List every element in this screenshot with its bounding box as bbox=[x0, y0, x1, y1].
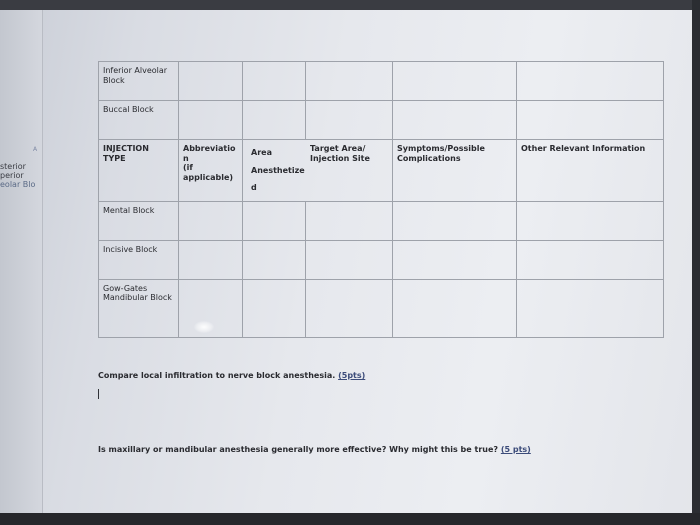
document-page[interactable] bbox=[42, 20, 692, 513]
table-row bbox=[99, 201, 664, 240]
table-cell[interactable] bbox=[517, 62, 664, 101]
table-cell[interactable] bbox=[179, 101, 243, 140]
row-label-buccal[interactable]: Buccal Block bbox=[99, 101, 179, 140]
header-target-site: Target Area/ Injection Site bbox=[310, 144, 370, 163]
header-abbreviation-line: (if bbox=[183, 163, 193, 172]
table-cell[interactable] bbox=[517, 240, 664, 279]
injection-table bbox=[98, 61, 664, 338]
table-cell[interactable] bbox=[179, 62, 243, 101]
header-area-line: d bbox=[251, 183, 257, 192]
screen-glare bbox=[194, 321, 214, 333]
table-cell[interactable] bbox=[517, 101, 664, 140]
table-row bbox=[99, 240, 664, 279]
row-label-incisive[interactable]: Incisive Block bbox=[99, 240, 179, 279]
question-2[interactable] bbox=[98, 445, 531, 454]
adjacent-window-text bbox=[0, 162, 35, 189]
header-abbreviation-line: applicable) bbox=[183, 172, 234, 182]
adjacent-line: eolar Blo bbox=[0, 180, 36, 189]
header-area-target-cell bbox=[243, 140, 393, 202]
question-1[interactable] bbox=[98, 371, 365, 380]
row-label-inferior-alveolar[interactable]: Inferior Alveolar Block bbox=[99, 62, 179, 101]
header-other-info: Other Relevant Information bbox=[517, 140, 664, 202]
header-abbreviation bbox=[179, 140, 243, 202]
table-cell[interactable] bbox=[243, 279, 306, 337]
table-header-row bbox=[99, 140, 664, 202]
header-abbreviation-line: n bbox=[183, 153, 189, 163]
table-cell[interactable] bbox=[393, 101, 517, 140]
question-2-text: Is maxillary or mandibular anesthesia generally more effective? Why might this be true? bbox=[98, 445, 499, 454]
monitor-bezel-top bbox=[0, 0, 700, 10]
question-1-text: Compare local infiltration to nerve block anesthesia. bbox=[98, 371, 336, 380]
text-cursor bbox=[98, 389, 99, 399]
row-label-gow-gates[interactable]: Gow-Gates Mandibular Block bbox=[99, 279, 179, 337]
table-row bbox=[99, 62, 664, 101]
table-cell[interactable] bbox=[306, 101, 393, 140]
table-cell[interactable] bbox=[393, 240, 517, 279]
adjacent-window-strip bbox=[0, 10, 43, 513]
table-cell[interactable] bbox=[306, 62, 393, 101]
table-cell[interactable] bbox=[393, 279, 517, 337]
table-cell[interactable] bbox=[179, 240, 243, 279]
monitor-bezel-bottom bbox=[0, 513, 700, 525]
monitor-bezel-right bbox=[692, 0, 700, 525]
adjacent-window-marker: A bbox=[33, 146, 38, 153]
table-cell[interactable] bbox=[306, 279, 393, 337]
table-cell[interactable] bbox=[393, 62, 517, 101]
table-cell[interactable] bbox=[306, 240, 393, 279]
table-cell[interactable] bbox=[243, 101, 306, 140]
header-area-line: Anesthetize bbox=[251, 165, 305, 175]
question-2-points: (5 pts) bbox=[500, 445, 531, 454]
table-cell[interactable] bbox=[393, 201, 517, 240]
header-area-line: Area bbox=[251, 148, 272, 157]
table-cell[interactable] bbox=[243, 240, 306, 279]
table-cell[interactable] bbox=[517, 279, 664, 337]
table-cell[interactable] bbox=[243, 201, 306, 240]
header-area bbox=[243, 140, 306, 201]
row-label-mental[interactable]: Mental Block bbox=[99, 201, 179, 240]
header-symptoms: Symptoms/Possible Complications bbox=[393, 140, 517, 202]
table-row bbox=[99, 279, 664, 337]
header-injection-type: INJECTION TYPE bbox=[99, 140, 179, 202]
question-1-points: (5pts) bbox=[338, 371, 366, 380]
adjacent-line: sterior bbox=[0, 162, 26, 171]
adjacent-line: perior bbox=[0, 171, 24, 180]
table-cell[interactable] bbox=[179, 201, 243, 240]
table-row bbox=[99, 101, 664, 140]
table-cell[interactable] bbox=[243, 62, 306, 101]
table-cell[interactable] bbox=[306, 201, 393, 240]
header-abbreviation-line: Abbreviatio bbox=[183, 144, 236, 153]
table-cell[interactable] bbox=[517, 201, 664, 240]
